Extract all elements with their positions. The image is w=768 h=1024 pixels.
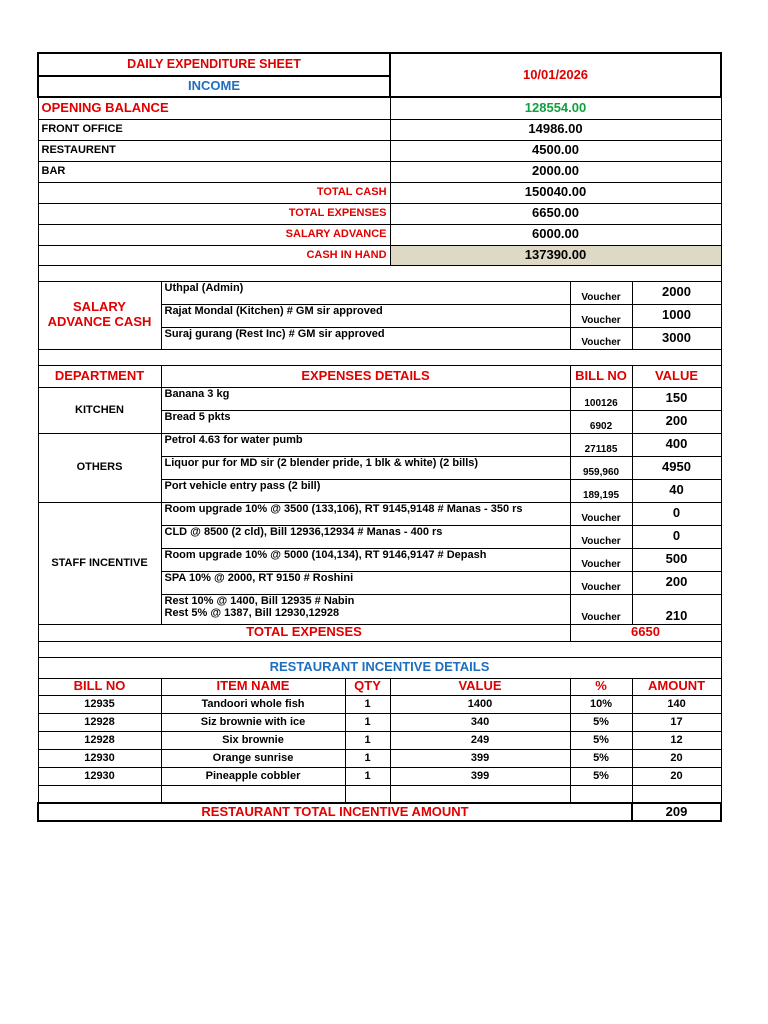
rest-percent: 5% xyxy=(570,767,632,785)
value-header: VALUE xyxy=(632,365,721,387)
rest-bill-no-header: BILL NO xyxy=(38,678,161,695)
table-row xyxy=(38,749,721,767)
department-others: OTHERS xyxy=(38,433,161,502)
rest-item: Siz brownie with ice xyxy=(161,713,345,731)
rest-bill: 12930 xyxy=(38,767,161,785)
restaurant-total-value: 209 xyxy=(632,803,721,821)
expense-value: 500 xyxy=(632,548,721,571)
expense-details-line-2: Rest 5% @ 1387, Bill 12930,12928 xyxy=(164,607,340,620)
rest-value: 340 xyxy=(390,713,570,731)
rest-amount: 140 xyxy=(632,695,721,713)
rest-qty: 1 xyxy=(345,713,390,731)
expense-bill: Voucher xyxy=(570,594,632,624)
expense-bill: Voucher xyxy=(570,525,632,548)
income-label-front-office: FRONT OFFICE xyxy=(38,119,390,140)
table-row xyxy=(38,695,721,713)
income-value-bar: 2000.00 xyxy=(390,161,721,182)
empty-cell xyxy=(632,785,721,803)
bill-no-header: BILL NO xyxy=(570,365,632,387)
rest-percent: 5% xyxy=(570,749,632,767)
expense-value: 200 xyxy=(632,571,721,594)
income-label: INCOME xyxy=(38,76,390,97)
rest-amount: 12 xyxy=(632,731,721,749)
salary-advance-value: 6000.00 xyxy=(390,224,721,245)
rest-percent: 5% xyxy=(570,713,632,731)
expense-bill: 189,195 xyxy=(570,479,632,502)
expenses-total-label: TOTAL EXPENSES xyxy=(38,624,570,641)
salary-advance-type: Voucher xyxy=(570,304,632,327)
sheet-title: DAILY EXPENDITURE SHEET xyxy=(38,53,390,76)
total-expenses-label: TOTAL EXPENSES xyxy=(38,203,390,224)
income-label-restaurent: RESTAURENT xyxy=(38,140,390,161)
expense-details: SPA 10% @ 2000, RT 9150 # Roshini xyxy=(161,571,570,594)
total-cash-label: TOTAL CASH xyxy=(38,182,390,203)
expenditure-sheet xyxy=(37,52,720,822)
expense-details: Banana 3 kg xyxy=(161,387,570,410)
restaurant-total-label: RESTAURANT TOTAL INCENTIVE AMOUNT xyxy=(38,803,632,821)
expense-value: 200 xyxy=(632,410,721,433)
rest-percent: 10% xyxy=(570,695,632,713)
income-value-front-office: 14986.00 xyxy=(390,119,721,140)
rest-qty-header: QTY xyxy=(345,678,390,695)
expense-value: 210 xyxy=(632,594,721,624)
rest-bill: 12928 xyxy=(38,731,161,749)
opening-balance-value: 128554.00 xyxy=(390,97,721,119)
rest-item: Six brownie xyxy=(161,731,345,749)
rest-percent-header: % xyxy=(570,678,632,695)
total-expenses-value: 6650.00 xyxy=(390,203,721,224)
rest-amount: 17 xyxy=(632,713,721,731)
rest-value: 399 xyxy=(390,749,570,767)
expense-details: Port vehicle entry pass (2 bill) xyxy=(161,479,570,502)
expenses-total-value: 6650 xyxy=(570,624,721,641)
empty-cell xyxy=(345,785,390,803)
expense-bill: 959,960 xyxy=(570,456,632,479)
rest-qty: 1 xyxy=(345,767,390,785)
rest-qty: 1 xyxy=(345,695,390,713)
expense-value: 40 xyxy=(632,479,721,502)
table-row xyxy=(38,713,721,731)
blank-row xyxy=(38,641,721,657)
expense-details: CLD @ 8500 (2 cld), Bill 12936,12934 # Manas - 400 rs xyxy=(161,525,570,548)
salary-advance-name: Rajat Mondal (Kitchen) # GM sir approved xyxy=(161,304,570,327)
cash-in-hand-label: CASH IN HAND xyxy=(38,245,390,265)
department-staff-incentive: STAFF INCENTIVE xyxy=(38,502,161,624)
expense-details xyxy=(161,594,570,624)
salary-advance-amount: 1000 xyxy=(632,304,721,327)
rest-value: 1400 xyxy=(390,695,570,713)
rest-item-name-header: ITEM NAME xyxy=(161,678,345,695)
salary-advance-type: Voucher xyxy=(570,281,632,304)
empty-cell xyxy=(390,785,570,803)
expense-value: 0 xyxy=(632,525,721,548)
rest-bill: 12928 xyxy=(38,713,161,731)
income-value-restaurent: 4500.00 xyxy=(390,140,721,161)
cash-in-hand-value: 137390.00 xyxy=(390,245,721,265)
salary-advance-amount: 2000 xyxy=(632,281,721,304)
salary-advance-name: Suraj gurang (Rest Inc) # GM sir approved xyxy=(161,327,570,349)
rest-item: Pineapple cobbler xyxy=(161,767,345,785)
expense-bill: Voucher xyxy=(570,571,632,594)
expense-bill: 6902 xyxy=(570,410,632,433)
rest-qty: 1 xyxy=(345,749,390,767)
table-row xyxy=(38,767,721,785)
blank-row xyxy=(38,265,721,281)
rest-qty: 1 xyxy=(345,731,390,749)
expense-bill: Voucher xyxy=(570,502,632,525)
expense-bill: Voucher xyxy=(570,548,632,571)
empty-cell xyxy=(570,785,632,803)
rest-bill: 12935 xyxy=(38,695,161,713)
rest-percent: 5% xyxy=(570,731,632,749)
rest-item: Tandoori whole fish xyxy=(161,695,345,713)
sheet-date: 10/01/2026 xyxy=(390,53,721,97)
department-kitchen: KITCHEN xyxy=(38,387,161,433)
restaurant-incentive-title: RESTAURANT INCENTIVE DETAILS xyxy=(38,657,721,678)
expense-details: Room upgrade 10% @ 3500 (133,106), RT 9145,9148 # Manas - 350 rs xyxy=(161,502,570,525)
rest-value-header: VALUE xyxy=(390,678,570,695)
expense-bill: 271185 xyxy=(570,433,632,456)
empty-cell xyxy=(38,785,161,803)
expense-value: 400 xyxy=(632,433,721,456)
rest-value: 249 xyxy=(390,731,570,749)
department-header: DEPARTMENT xyxy=(38,365,161,387)
expense-details: Bread 5 pkts xyxy=(161,410,570,433)
rest-bill: 12930 xyxy=(38,749,161,767)
salary-advance-cash-label: SALARY ADVANCE CASH xyxy=(38,281,161,349)
salary-advance-label: SALARY ADVANCE xyxy=(38,224,390,245)
expense-details: Room upgrade 10% @ 5000 (104,134), RT 9146,9147 # Depash xyxy=(161,548,570,571)
expense-details: Liquor pur for MD sir (2 blender pride, 1 blk & white) (2 bills) xyxy=(161,456,570,479)
expenditure-table xyxy=(37,52,722,822)
expense-details-line-1: Rest 10% @ 1400, Bill 12935 # Nabin xyxy=(164,594,355,607)
rest-amount: 20 xyxy=(632,749,721,767)
expense-value: 150 xyxy=(632,387,721,410)
expense-value: 0 xyxy=(632,502,721,525)
expenses-details-header: EXPENSES DETAILS xyxy=(161,365,570,387)
salary-advance-type: Voucher xyxy=(570,327,632,349)
rest-amount-header: AMOUNT xyxy=(632,678,721,695)
income-label-bar: BAR xyxy=(38,161,390,182)
table-row xyxy=(38,731,721,749)
rest-item: Orange sunrise xyxy=(161,749,345,767)
rest-amount: 20 xyxy=(632,767,721,785)
expense-details: Petrol 4.63 for water pumb xyxy=(161,433,570,456)
expense-value: 4950 xyxy=(632,456,721,479)
expense-bill: 100126 xyxy=(570,387,632,410)
table-row-empty xyxy=(38,785,721,803)
empty-cell xyxy=(161,785,345,803)
rest-value: 399 xyxy=(390,767,570,785)
salary-advance-name: Uthpal (Admin) xyxy=(161,281,570,304)
opening-balance-label: OPENING BALANCE xyxy=(38,97,390,119)
blank-row xyxy=(38,349,721,365)
salary-advance-amount: 3000 xyxy=(632,327,721,349)
total-cash-value: 150040.00 xyxy=(390,182,721,203)
